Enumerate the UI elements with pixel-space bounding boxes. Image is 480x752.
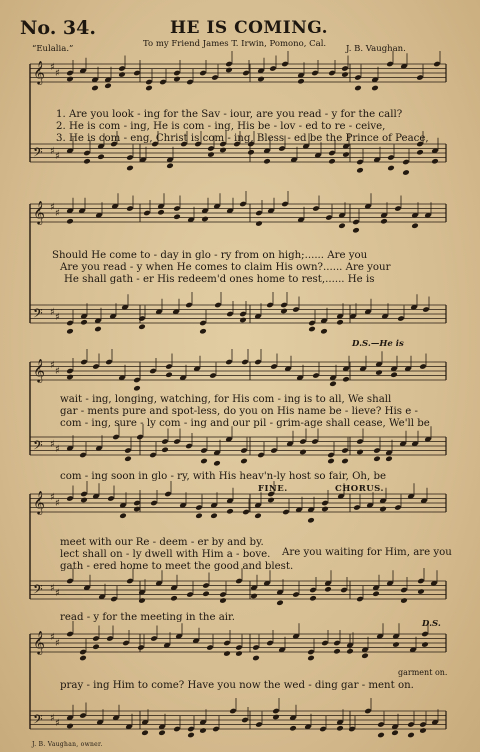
sharp-icon: ♯ <box>50 307 55 318</box>
treble-clef-icon: 𝄞 <box>33 358 45 382</box>
sharp-icon: ♯ <box>55 718 60 729</box>
treble-clef-icon: 𝄞 <box>33 630 45 654</box>
chorus-marker: CHORUS. <box>335 484 384 494</box>
note-head <box>213 460 221 467</box>
chorus-line-3: pray - ing Him to come? Have you now the wed - ding gar - ment on. <box>60 680 414 691</box>
note-head <box>141 729 149 736</box>
ds-marker-1: D.S.—He is <box>352 339 404 349</box>
note-head <box>342 376 350 383</box>
verse-3-line-4: gath - ered home to meet the good and blest. <box>60 561 294 572</box>
sharp-icon: ♯ <box>50 202 55 213</box>
note-head <box>124 455 132 462</box>
tune-name: “Eulalia.” <box>32 44 74 54</box>
note-head <box>79 655 87 662</box>
note-head <box>157 209 165 216</box>
sharp-icon: ♯ <box>55 68 60 79</box>
note-head <box>320 328 328 335</box>
note-head <box>223 650 231 657</box>
note-head <box>225 67 233 74</box>
note-head <box>336 725 344 732</box>
note-head <box>299 449 307 456</box>
note-head <box>289 725 297 732</box>
note-head <box>202 590 210 597</box>
note-head <box>309 595 317 602</box>
note-head <box>356 449 364 456</box>
note-head <box>379 506 387 513</box>
note-head <box>252 655 260 662</box>
note-head <box>391 729 399 736</box>
note-head <box>133 385 141 392</box>
verse-2-line-2: Are you read - y when He comes to claim His own?...... Are your <box>60 262 391 273</box>
note-head <box>200 458 208 465</box>
note-head <box>308 326 316 333</box>
note-head <box>377 732 385 739</box>
garment-note: garment on. <box>398 668 448 677</box>
note-head <box>235 650 243 657</box>
treble-clef-icon: 𝄞 <box>33 60 45 84</box>
note-head <box>158 729 166 736</box>
sharp-icon: ♯ <box>55 366 60 377</box>
note-head <box>240 458 248 465</box>
note-head <box>372 590 380 597</box>
note-head <box>173 213 181 220</box>
note-head <box>419 727 427 734</box>
note-head <box>280 308 288 315</box>
bass-clef-icon: 𝄢 <box>33 145 43 163</box>
note-head <box>92 643 100 650</box>
sharp-icon: ♯ <box>50 632 55 643</box>
sharp-icon: ♯ <box>55 208 60 219</box>
chorus-line-2: read - y for the meeting in the air. <box>60 612 236 623</box>
note-head <box>390 371 398 378</box>
note-head <box>324 586 332 593</box>
bass-clef-icon: 𝄢 <box>33 306 43 324</box>
note-head <box>97 153 105 160</box>
sharp-icon: ♯ <box>50 713 55 724</box>
note-head <box>66 218 74 225</box>
sharp-icon: ♯ <box>50 146 55 157</box>
note-head <box>161 446 169 453</box>
note-head <box>199 727 207 734</box>
note-head <box>66 374 74 381</box>
note-head <box>416 149 424 156</box>
note-head <box>297 78 305 85</box>
note-head <box>373 455 381 462</box>
sharp-icon: ♯ <box>50 62 55 73</box>
note-head <box>119 512 127 519</box>
note-head <box>411 222 419 229</box>
sharp-icon: ♯ <box>50 583 55 594</box>
note-head <box>356 167 364 174</box>
note-head <box>94 326 102 333</box>
note-head <box>91 85 99 92</box>
note-head <box>417 588 425 595</box>
note-head <box>80 497 88 504</box>
note-head <box>66 328 74 335</box>
sharp-icon: ♯ <box>50 492 55 503</box>
note-head <box>166 162 174 169</box>
note-head <box>254 512 262 519</box>
note-head <box>138 597 146 604</box>
sharp-icon: ♯ <box>55 151 60 162</box>
treble-clef-icon: 𝄞 <box>33 490 45 514</box>
note-head <box>375 369 383 376</box>
bass-clef-icon: 𝄢 <box>33 712 43 730</box>
sharp-icon: ♯ <box>55 498 60 509</box>
note-head <box>263 158 271 165</box>
hymn-number: No. 34. <box>20 17 96 39</box>
note-head <box>400 597 408 604</box>
verse-2-line-3: gar - ments pure and spot-less, do you on His name be - lieve? His e - <box>60 406 418 417</box>
verse-2-line-4: lect shall on - ly dwell with Him a - bove. <box>60 549 271 560</box>
note-head <box>387 165 395 172</box>
fine-marker: FINE. <box>258 484 288 494</box>
note-head <box>371 85 379 92</box>
bass-clef-icon: 𝄢 <box>33 438 43 456</box>
note-head <box>352 227 360 234</box>
sharp-icon: ♯ <box>50 360 55 371</box>
note-head <box>66 723 74 730</box>
verse-3-line-3: com - ing, sure - ly com - ing and our pil - grim-age shall cease, We'll be <box>60 418 430 429</box>
note-head <box>226 508 234 515</box>
note-head <box>402 169 410 176</box>
note-head <box>346 648 354 655</box>
verse-1-line-4: meet with our Re - deem - er by and by. <box>60 537 264 548</box>
note-head <box>219 597 227 604</box>
sharp-icon: ♯ <box>55 638 60 649</box>
sharp-icon: ♯ <box>55 312 60 323</box>
sharp-icon: ♯ <box>50 439 55 450</box>
hymn-title: HE IS COMING. <box>170 18 329 38</box>
note-head <box>361 652 369 659</box>
note-head <box>195 512 203 519</box>
note-head <box>104 82 112 89</box>
note-head <box>257 76 265 83</box>
sharp-icon: ♯ <box>55 444 60 455</box>
note-head <box>342 151 350 158</box>
note-head <box>207 151 215 158</box>
chorus-line-1: Are you waiting for Him, are you <box>282 547 452 558</box>
note-head <box>385 455 393 462</box>
note-head <box>201 216 209 223</box>
note-head <box>333 648 341 655</box>
note-head <box>276 599 284 606</box>
verse-2-line-1: 2. He is com - ing, He is com - ing, His be - lov - ed to re - ceive, <box>56 121 386 132</box>
refrain-line-1: com - ing soon in glo - ry, with His heav'n-ly host so fair, Oh, be <box>60 471 387 482</box>
verse-3-line-1: 3. He is com - eng, Christ is com - ing, Bless - ed be the Prince of Peace, <box>56 133 429 144</box>
note-head <box>341 71 349 78</box>
note-head <box>328 158 336 165</box>
note-head <box>431 158 439 165</box>
note-head <box>173 76 181 83</box>
note-head <box>170 595 178 602</box>
note-head <box>255 220 263 227</box>
dedication: To my Friend James T. Irwin, Pomono, Cal. <box>143 39 327 49</box>
verse-1-line-3: wait - ing, longing, watching, for His com - ing is to all, We shall <box>60 394 392 405</box>
note-head <box>145 85 153 92</box>
note-head <box>83 158 91 165</box>
note-head <box>199 328 207 335</box>
note-head <box>210 512 218 519</box>
verse-1-line-1: 1. Are you look - ing for the Sav - iour, are you read - y for the call? <box>56 109 403 120</box>
note-head <box>126 165 134 172</box>
note-head <box>187 732 195 739</box>
ds-marker-2: D.S. <box>422 619 441 629</box>
composer: J. B. Vaughan. <box>346 44 406 54</box>
note-head <box>392 641 400 648</box>
sharp-icon: ♯ <box>55 588 60 599</box>
note-head <box>354 85 362 92</box>
note-head <box>307 655 315 662</box>
note-head <box>336 319 344 326</box>
verse-1-line-2: Should He come to - day in glo - ry from on high;...... Are you <box>52 250 368 261</box>
footer-owner: J. B. Vaughan, owner. <box>32 741 103 748</box>
note-head <box>272 714 280 721</box>
note-head <box>118 71 126 78</box>
note-head <box>307 517 315 524</box>
note-head <box>267 497 275 504</box>
note-head <box>329 380 337 387</box>
note-head <box>66 76 74 83</box>
note-head <box>407 732 415 739</box>
note-head <box>247 149 255 156</box>
note-head <box>380 218 388 225</box>
note-head <box>250 593 258 600</box>
note-head <box>421 641 429 648</box>
note-head <box>165 371 173 378</box>
treble-clef-icon: 𝄞 <box>33 200 45 224</box>
verse-3-line-2: He shall gath - er His redeem'd ones home to rest,...... He is <box>64 274 375 285</box>
bass-clef-icon: 𝄢 <box>33 582 43 600</box>
note-head <box>341 458 349 465</box>
note-head <box>338 222 346 229</box>
note-head <box>80 319 88 326</box>
note-head <box>327 458 335 465</box>
note-head <box>239 317 247 324</box>
note-head <box>219 147 227 154</box>
note-head <box>321 506 329 513</box>
note-head <box>138 323 146 330</box>
